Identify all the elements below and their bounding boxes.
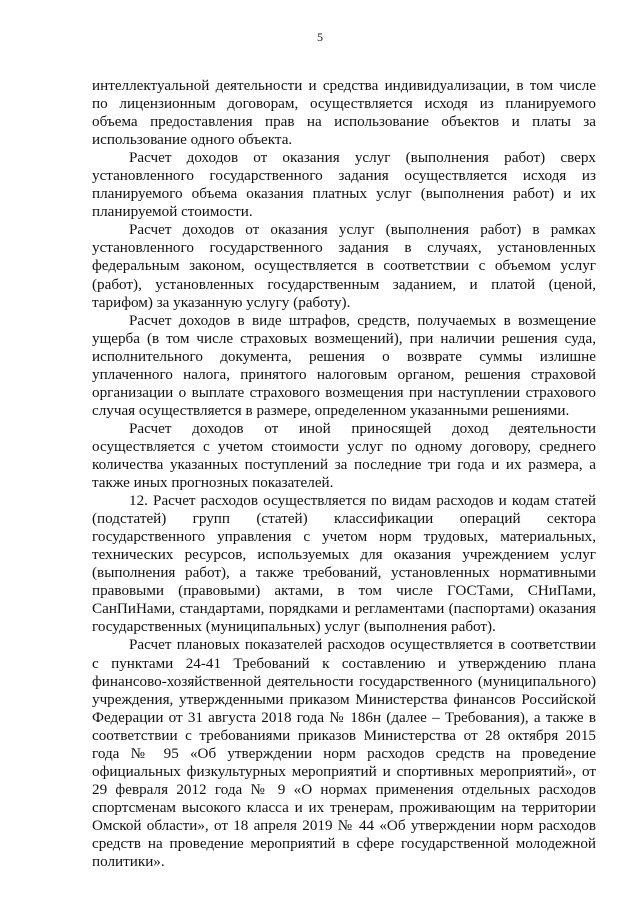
paragraph-income-fines: Расчет доходов в виде штрафов, средств, получаемых в возмещение ущерба (в том числе страховых возмещений), при наличии решения суда, исполнительного документа, решения о возврате суммы излишне уплаченного налога, принятого налоговым органом, решения страховой организации о выплате страхового возмещения при наступлении страхового случая осуществляется в размере, определенном указанными решениями. [92, 311, 596, 419]
paragraph-continuation: интеллектуальной деятельности и средства индивидуализации, в том числе по лицензионным договорам, осуществляется исходя из планируемого объема предоставления прав на использование объектов и платы за использование одного объекта. [92, 77, 596, 149]
document-body [92, 77, 596, 871]
paragraph-planned-expenses: Расчет плановых показателей расходов осуществляется в соответствии с пунктами 24-41 Требований к составлению и утверждению плана финансово-хозяйственной деятельности государственного (муниципального) учреждения, утвержденными приказом Министерства финансов Российской Федерации от 31 августа 2018 года № 186н (далее – Требования), а также в соответствии с требованиями приказов Министерства от 28 октября 2015 года № 95 «Об утверждении норм расходов средств на проведение официальных физкультурных мероприятий и спортивных мероприятий», от 29 февраля 2012 года № 9 «О нормах применения отдельных расходов спортсменам высокого класса и их тренерам, проживающим на территории Омской области», от 18 апреля 2019 № 44 «Об утверждении норм расходов средств на проведение мероприятий в сфере государственной молодежной политики». [92, 636, 596, 871]
paragraph-income-above-assignment: Расчет доходов от оказания услуг (выполнения работ) сверх установленного государственного задания осуществляется исходя из планируемого объема оказания платных услуг (выполнения работ) и их планируемой стоимости. [92, 149, 596, 221]
paragraph-income-other: Расчет доходов от иной приносящей доход деятельности осуществляется с учетом стоимости услуг по одному договору, среднего количества указанных поступлений за последние три года и их размера, а также иных прогнозных показателей. [92, 419, 596, 492]
paragraph-section-12: 12. Расчет расходов осуществляется по видам расходов и кодам статей (подстатей) групп (статей) классификации операций сектора государственного управления с учетом норм трудовых, материальных, технических ресурсов, используемых для оказания учреждением услуг (выполнения работ), а также требований, установленных нормативными правовыми (правовыми) актами, в том числе ГОСТами, СНиПами, СанПиНами, стандартами, порядками и регламентами (паспортами) оказания государственных (муниципальных) услуг (выполнения работ). [92, 492, 596, 636]
page-number: 5 [317, 30, 323, 44]
paragraph-income-within-assignment: Расчет доходов от оказания услуг (выполнения работ) в рамках установленного государственного задания в случаях, установленных федеральным законом, осуществляется в соответствии с объемом услуг (работ), установленных государственным заданием, и платой (ценой, тарифом) за указанную услугу (работу). [92, 221, 596, 311]
